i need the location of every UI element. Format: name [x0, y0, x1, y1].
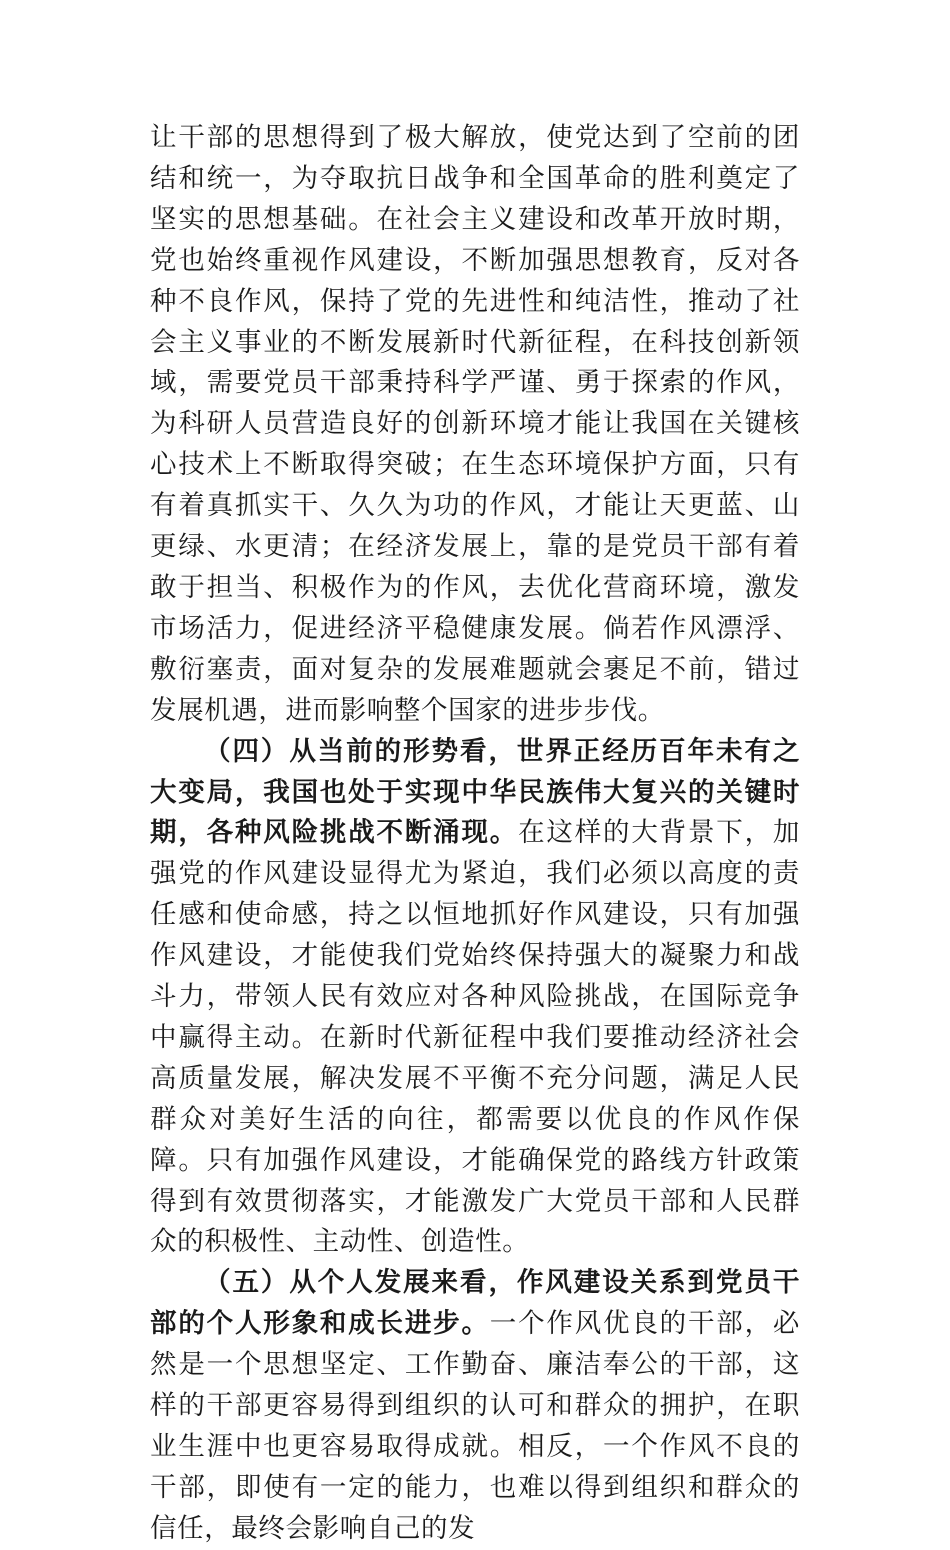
- paragraph-1-text: 让干部的思想得到了极大解放，使党达到了空前的团结和统一，为夺取抗日战争和全国革命的胜利奠定了坚实的思想基础。在社会主义建设和改革开放时期，党也始终重视作风建设，不断加强思想教育，反对各种不良作风，保持了党的先进性和纯洁性，推动了社会主义事业的不断发展新时代新征程，在科技创新领域，需要党员干部秉持科学严谨、勇于探索的作风，为科研人员营造良好的创新环境才能让我国在关键核心技术上不断取得突破；在生态环境保护方面，只有有着真抓实干、久久为功的作风，才能让天更蓝、山更绿、水更清；在经济发展上，靠的是党员干部有着敢于担当、积极作为的作风，去优化营商环境，激发市场活力，促进经济平稳健康发展。倘若作风漂浮、敷衍塞责，面对复杂的发展难题就会裹足不前，错过发展机遇，进而影响整个国家的进步步伐。: [150, 122, 800, 726]
- paragraph-3-heading: （五）从个人发展来看，作风建设关系到党员干部的个人形象和成长进步。: [150, 1267, 800, 1340]
- paragraph-2-heading: （四）从当前的形势看，世界正经历百年未有之大变局，我国也处于实现中华民族伟大复兴的关键时期，各种风险挑战不断涌现。: [150, 735, 800, 849]
- paragraph-1: [150, 118, 800, 732]
- document-body: [150, 118, 800, 1550]
- paragraph-3-text: 一个作风优良的干部，必然是一个思想坚定、工作勤奋、廉洁奉公的干部，这样的干部更容易得到组织的认可和群众的拥护，在职业生涯中也更容易取得成就。相反，一个作风不良的干部，即使有一定的能力，也难以得到组织和群众的信任，最终会影响自己的发: [150, 1308, 800, 1544]
- paragraph-3: [150, 1263, 800, 1549]
- paragraph-2: [150, 732, 800, 1264]
- paragraph-2-text: 在这样的大背景下，加强党的作风建设显得尤为紧迫，我们必须以高度的责任感和使命感，持之以恒地抓好作风建设，只有加强作风建设，才能使我们党始终保持强大的凝聚力和战斗力，带领人民有效应对各种风险挑战，在国际竞争中赢得主动。在新时代新征程中我们要推动经济社会高质量发展，解决发展不平衡不充分问题，满足人民群众对美好生活的向往，都需要以优良的作风作保障。只有加强作风建设，才能确保党的路线方针政策得到有效贯彻落实，才能激发广大党员干部和人民群众的积极性、主动性、创造性。: [150, 817, 800, 1258]
